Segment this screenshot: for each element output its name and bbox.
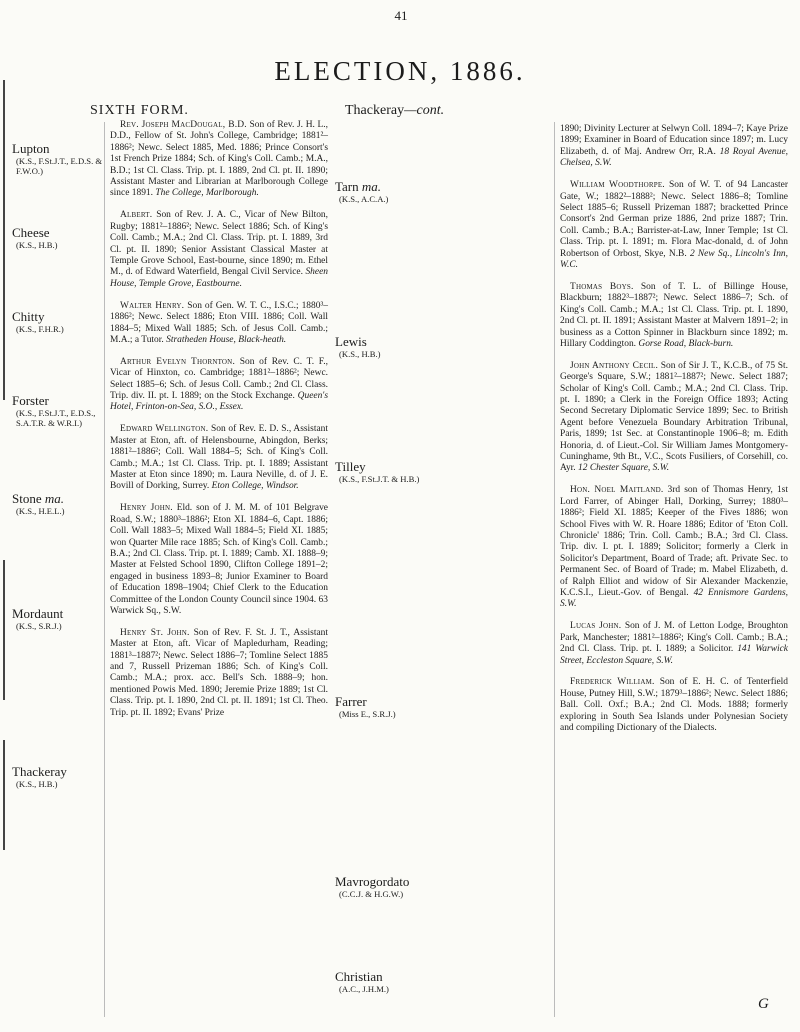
margin-name-stone — [12, 492, 104, 516]
biography-entry-continued — [560, 124, 788, 170]
margin-name-christian — [335, 970, 550, 994]
margin-quals: (K.S., F.St.J.T., E.D.S. & F.W.O.) — [16, 156, 103, 177]
margin-name-suffix: ma. — [361, 179, 382, 194]
biography-entry — [110, 503, 328, 617]
margin-name: Lupton — [12, 141, 50, 156]
entries-column-right — [560, 124, 788, 745]
entry-text: Son of Rev. J. A. C., Vicar of New Bilton, Rugby; 1881²–1886²; Newc. Select 1886; Sch. of King's Coll. Camb.; M.A.; 2nd Cl. Class. Trip. pt. I. 1889, 3rd Cl. pt. II. 1890; Senior Assistant Classical Master at Temple Grove School, East-bourne, since 1890; m. Ethel M., d. of Edward Waterfield, Bengal Civil Service. — [110, 210, 329, 278]
column-continuation-head — [345, 103, 444, 119]
biography-entry — [560, 677, 788, 734]
biography-entry — [110, 628, 328, 719]
biography-entry — [110, 424, 328, 492]
signature-mark: G — [758, 996, 769, 1012]
entry-text: Son of W. T. of 94 Lancaster Gate, W.; 1882²–1888²; Newc. Select 1886–8; Tomline Select 1885–6; Russell Prizeman 1887; bracketted Prince Consort's 2nd German prize 1886, 2nd prize 1887; Trin. Coll. Camb.; B.A.; Barrister-at-Law, Inner Temple; 1st Cl. Class. Trip. pt. I. 1891; m. Flora Mac-donald, d. of John Robertson of Orbost, Skye, N.B. — [560, 180, 789, 259]
margin-quals: (K.S., H.B.) — [16, 240, 58, 250]
entry-text: 1890; Divinity Lecturer at Selwyn Coll. 1894–7; Kaye Prize 1899; Examiner in Board of Education since 1897; m. Lucy Elizabeth, d. of Maj. Andrew Orr, R.A. — [560, 124, 788, 157]
entry-name: Rev. Joseph MacDougal, B.D. — [120, 120, 247, 130]
margin-quals: (K.S., S.R.J.) — [16, 621, 62, 631]
entry-text: 3rd son of Thomas Henry, 1st Lord Farrer, of Abinger Hall, Dorking, Surrey; 1880³–1886²; Field XI. 1885; Keeper of the Fives 1886; won School Fives with W. R. Hoare 1886; Editor of 'Eton Coll. Chronicle' 1886; Trin. Coll. Camb.; B.A.; 3rd Cl. Class. Trip. div. I. pt. I. 1889; Solicitor; formerly a Clerk in Solicitor's Department, Board of Trade; aft. Private Sec. to Permanent Sec. of Board of Trade; m. Mabel Elizabeth, d. of Ralph Elliot and widow of Sir Alexander Mackenzie, K.C.S.I., Lieut.-Gov. of Bengal. — [560, 485, 788, 599]
column-divider-right — [554, 122, 555, 1017]
form-heading: SIXTH FORM. — [90, 103, 189, 118]
entry-address: The College, Marlborough. — [155, 188, 259, 199]
margin-name: Thackeray — [12, 764, 67, 779]
entry-text: Eld. son of J. M. M. of 101 Belgrave Road, S.W.; 1880³–1886²; Eton XI. 1884–6, Capt. 1886; Coll. Wall 1883–5; Mixed Wall 1884–5; Field XI. 1885; won Quarter Mile race 1885; Sch. of King's Coll. Camb.; B.A.; 2nd Cl. Class. Trip. pt. I. 1889; Camb. XI. 1888–9; Master at Felsted School 1890, Clifton College 1891–2; engaged in business 1893–8; Junior Examiner to Board of Education 1898–1904; Chief Clerk to the Education Committee of the London County Council since 1904. 63 Warwick Sq., S.W. — [110, 503, 328, 616]
margin-rule-upper — [3, 80, 5, 400]
page-number: 41 — [394, 8, 408, 23]
margin-quals: (K.S., H.B.) — [339, 349, 381, 359]
margin-name-farrer — [335, 695, 550, 719]
margin-quals: (K.S., F.H.R.) — [16, 324, 64, 334]
margin-name-forster — [12, 394, 104, 429]
entry-address: 42 Ennismore Gardens, S.W. — [560, 588, 789, 610]
entry-address: Stratheden House, Black-heath. — [166, 334, 287, 345]
margin-name: Forster — [12, 393, 49, 408]
biography-entry — [560, 621, 788, 667]
entry-name: Thomas Boys. — [570, 281, 634, 292]
biography-entry — [560, 180, 788, 271]
entry-text: Son of E. H. C. of Tenterfield House, Putney Hill, S.W.; 1879³–1886²; Newc. Select 1886; Ball. Coll. Oxf.; B.A.; 2nd Cl. Mods. 1888; formerly exploring in South Sea Islands under Polynesian Society and compiling Dictionary of the Dialects. — [560, 677, 788, 734]
margin-rule-lower — [3, 740, 5, 850]
entry-address: Queen's Hotel, Frinton-on-Sea, S.O., Essex. — [110, 391, 328, 413]
entry-name: Frederick William. — [570, 677, 655, 688]
biography-entry — [560, 282, 788, 350]
entry-address: 141 Warwick Street, Eccleston Square, S.W. — [560, 644, 788, 666]
entry-text: Son of Rev. C. T. F., Vicar of Hinxton, co. Cambridge; 1881²–1886²; Newc. Select 1885–6; Sch. of Jesus Coll. Camb.; 2nd Cl. Class. Trip. div. II. pt. I. 1889; on the Stock Exchange. — [110, 356, 328, 402]
column-divider-left — [104, 122, 105, 1017]
entry-name: Edward Wellington. — [120, 424, 209, 435]
entry-text: Son of J. M. of Letton Lodge, Broughton Park, Manchester; 1881²–1886²; King's Coll. Camb.; B.A.; 2nd Cl. Class. Trip. pt. I. 1889; a Solicitor. — [560, 621, 789, 655]
margin-name-mavrogordato — [335, 875, 550, 899]
column-head-name: Thackeray — [345, 103, 405, 118]
margin-name-mordaunt — [12, 607, 104, 631]
margin-quals: (K.S., H.B.) — [16, 779, 58, 789]
entry-text: Son of Sir J. T., K.C.B., of 75 St. George's Square, S.W.; 1881²–1887²; Newc. Select 1887; Scholar of King's Coll. Camb.; M.A.; 2nd Cl. Class. Trip. pt. I. 1890; a Clerk in the Foreign Office 1893; Acting Second Secretary Diplomatic Service 1899; Sec. to British Agent before Venezuela Boundary Arbitration Tribunal, Paris, 1899; 1st Sec. at Constantinople 1906–8; m. Edith Honoria, d. of Lieut.-Col. Sir William James Montgomery-Cuninghame, 9th Bt., V.C., Scots Fusiliers, of Corsehill, co. Ayr. — [560, 360, 788, 474]
margin-rule-middle — [3, 560, 5, 700]
margin-name-cheese — [12, 226, 104, 250]
biography-entry — [110, 301, 328, 347]
entry-address: Gorse Road, Black-burn. — [638, 338, 734, 349]
entry-name: Albert. — [120, 210, 153, 221]
margin-quals: (Miss E., S.R.J.) — [339, 709, 396, 719]
entry-text: Son of Rev. J. H. L., D.D., Fellow of St. John's College, Cambridge; 1881²–1886²; Newc. Select 1885, Med. 1886; Prince Consort's 1st French Prize 1884; Sch. of King's Coll. Camb.; M.A., B.D.; 1st Cl. Class. Trip. pt. I. 1889, 2nd Cl. pt. II. 1890; Assistant Master and Librarian at Marlborough College since 1891. — [110, 120, 329, 199]
margin-name: Stone ma. — [12, 491, 65, 506]
margin-name: Cheese — [12, 225, 50, 240]
margin-name-lewis — [335, 335, 550, 359]
entry-name: Walter Henry. — [120, 300, 185, 311]
entry-text: Son of Rev. F. St. J. T., Assistant Master at Eton, aft. Vicar of Mapledurham, Reading; 1881³–1887²; Newc. Select 1886–7; Tomline Select 1885 and 7, Russell Prizeman 1886; Sch. of King's Coll. Camb.; M.A.; prox. acc. Bell's Sch. 1888–9; hon. mentioned Powis Med. 1890; Jeremie Prize 1889; 1st Cl. Class. Trip. pt. I. 1890, 2nd Cl. pt. II. 1891; 1st Cl. Theo. Trip. pt. II. 1892; Evans' Prize — [110, 627, 328, 718]
biography-entry — [560, 361, 788, 475]
entry-address: 12 Chester Square, S.W. — [578, 463, 670, 474]
entry-name: Hon. Noel Maitland. — [570, 485, 664, 496]
margin-name-lupton — [12, 142, 104, 177]
entry-address: 2 New Sq., Lincoln's Inn, W.C. — [560, 248, 788, 270]
biography-entry — [110, 120, 328, 200]
margin-name-tarn — [335, 180, 550, 204]
entry-text: Son of T. L. of Billinge House, Blackburn; 1882³–1887²; Newc. Select 1886–7; Sch. of King's Coll. Camb.; M.A.; 1st Cl. Class. Trip. pt. I. 1890, 2nd Cl. pt. II. 1891; Assistant Master at Malvern 1891–2; in business as a Cotton Spinner in Blackburn since 1892; m. Hillary Coddington. — [560, 281, 789, 349]
margin-name: Lewis — [335, 334, 367, 349]
entry-name: Henry John. — [120, 503, 173, 514]
margin-name: Chitty — [12, 309, 45, 324]
margin-name: Farrer — [335, 694, 367, 709]
entry-name: Henry St. John. — [120, 627, 190, 638]
column-head-cont: —cont. — [404, 103, 445, 118]
margin-name-thackeray — [12, 765, 104, 789]
margin-quals: (K.S., F.St.J.T. & H.B.) — [339, 474, 420, 484]
entry-text: Son of Rev. E. D. S., Assistant Master at Eton, aft. of Helensbourne, Abingdon, Berks; 1881²–1886²; Coll. Wall 1884–5; Sch. of King's Coll. Camb.; M.A.; 1st Cl. Class. Trip. pt. I. 1889; Assistant Master at Eton since 1890; m. Laura Neville, d. of J. E. Bovill of Dorking, Surrey. — [110, 424, 328, 492]
margin-quals: (K.S., F.St.J.T., E.D.S., S.A.T.R. & W.R.I.) — [16, 408, 96, 429]
biography-entry — [110, 357, 328, 414]
biography-entry — [110, 210, 328, 290]
margin-quals: (A.C., J.H.M.) — [339, 984, 389, 994]
entry-name: Lucas John. — [570, 621, 622, 632]
entries-column-left — [110, 120, 328, 730]
margin-name: Tarn ma. — [335, 179, 382, 194]
margin-name-tilley — [335, 460, 550, 484]
margin-name: Mordaunt — [12, 606, 64, 621]
margin-name: Tilley — [335, 459, 366, 474]
margin-quals: (K.S., A.C.A.) — [339, 194, 389, 204]
margin-name-suffix: ma. — [44, 491, 65, 506]
margin-name: Christian — [335, 969, 383, 984]
margin-quals: (C.C.J. & H.G.W.) — [339, 889, 404, 899]
entry-name: Arthur Evelyn Thornton. — [120, 356, 236, 367]
margin-name: Mavrogordato — [335, 874, 410, 889]
entry-name: William Woodthorpe. — [570, 180, 665, 191]
margin-name-chitty — [12, 310, 104, 334]
entry-address: 18 Royal Avenue, Chelsea, S.W. — [560, 146, 788, 169]
margin-quals: (K.S., H.E.L.) — [16, 506, 65, 516]
entry-address: Eton College, Windsor. — [211, 481, 299, 492]
entry-text: Son of Gen. W. T. C., I.S.C.; 1880³–1886²; Newc. Select 1886; Eton VIII. 1886; Coll. Wall 1884–5; Mixed Wall 1885; Sch. of Jesus Coll. Camb.; M.A.; a Tutor. — [110, 300, 329, 345]
entry-address: Sheen House, Temple Grove, Eastbourne. — [110, 267, 328, 289]
page-title: ELECTION, 1886. — [274, 56, 526, 86]
entry-name: John Anthony Cecil. — [570, 360, 659, 371]
biography-entry — [560, 485, 788, 610]
